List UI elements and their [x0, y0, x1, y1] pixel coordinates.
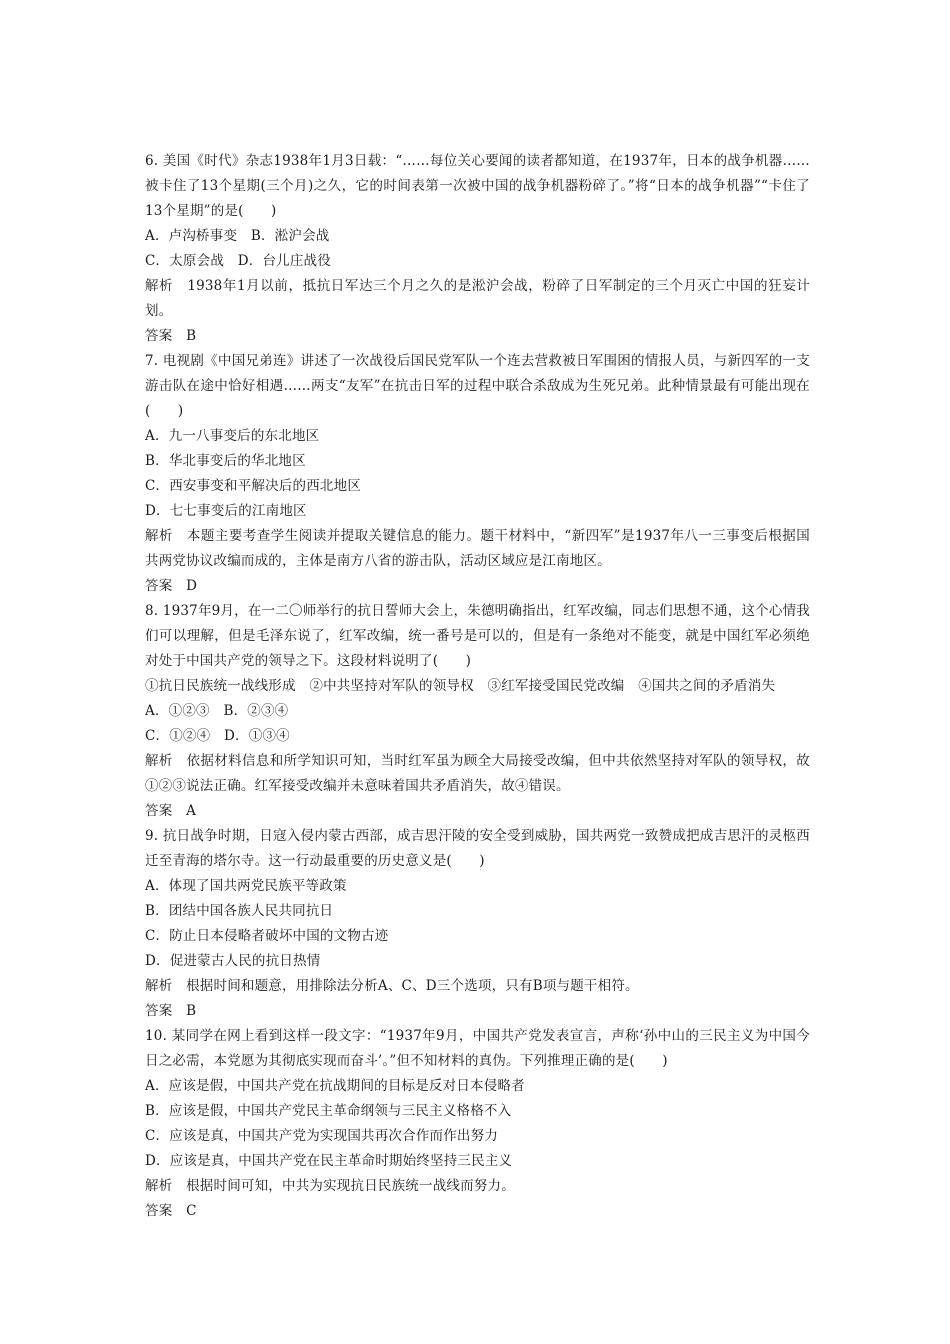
question-stem: 7. 电视剧《中国兄弟连》讲述了一次战役后国民党军队一个连去营救被日军围困的情报人员，与新四军的一支游击队在途中恰好相遇……两支“友军”在抗击日军的过程中联合杀敌成为生死兄弟。此种情景最有可能出现在( ) — [145, 353, 810, 419]
option-line: D．七七事变后的江南地区 — [145, 503, 307, 519]
option-line: B．华北事变后的华北地区 — [145, 453, 306, 469]
question-6 — [145, 149, 810, 349]
question-7 — [145, 349, 810, 599]
option-line: A．九一八事变后的东北地区 — [145, 428, 320, 444]
option-line: C．应该是真，中国共产党为实现国共再次合作而作出努力 — [145, 1128, 499, 1144]
option-line: A．应该是假，中国共产党在抗战期间的目标是反对日本侵略者 — [145, 1078, 525, 1094]
analysis: 解析 本题主要考查学生阅读并提取关键信息的能力。题干材料中，“新四军”是1937年八一三事变后根据国共两党协议改编而成的，主体是南方八省的游击队，活动区域应是江南地区。 — [145, 528, 810, 569]
question-stem: 6. 美国《时代》杂志1938年1月3日载：“……每位关心要闻的读者都知道，在1937年，日本的战争机器……被卡住了13个星期(三个月)之久，它的时间表第一次被中国的战争机器粉碎了。”将“日本的战争机器”“卡住了13个星期”的是( ) — [145, 153, 810, 219]
option-line: C．①②④ D．①③④ — [145, 728, 290, 744]
option-line: A．卢沟桥事变 B．淞沪会战 — [145, 228, 330, 244]
option-line: A．①②③ B．②③④ — [145, 703, 289, 719]
option-line: B．团结中国各族人民共同抗日 — [145, 903, 334, 919]
analysis: 解析 1938年1月以前，抵抗日军达三个月之久的是淞沪会战，粉碎了日军制定的三个月灭亡中国的狂妄计划。 — [145, 278, 810, 319]
option-line: B．应该是假，中国共产党民主革命纲领与三民主义格格不入 — [145, 1103, 512, 1119]
option-line: A．体现了国共两党民族平等政策 — [145, 878, 347, 894]
question-stem: 10. 某同学在网上看到这样一段文字：“1937年9月，中国共产党发表宣言，声称‘孙中山的三民主义为中国今日之必需，本党愿为其彻底实现而奋斗’。”但不知材料的真伪。下列推理正确的是( ) — [145, 1028, 810, 1069]
question-stem: 9. 抗日战争时期，日寇入侵内蒙古西部，成吉思汗陵的安全受到威胁，国共两党一致赞成把成吉思汗的灵柩西迁至青海的塔尔寺。这一行动最重要的历史意义是( ) — [145, 828, 810, 869]
question-10 — [145, 1024, 810, 1224]
option-line: C．防止日本侵略者破坏中国的文物古迹 — [145, 928, 389, 944]
answer: 答案 A — [145, 803, 197, 819]
statement-items: ①抗日民族统一战线形成 ②中共坚持对军队的领导权 ③红军接受国民党改编 ④国共之间的矛盾消失 — [145, 678, 776, 694]
document-page — [145, 149, 810, 1224]
analysis: 解析 根据时间可知，中共为实现抗日民族统一战线而努力。 — [145, 1178, 515, 1194]
answer: 答案 D — [145, 578, 198, 594]
question-9 — [145, 824, 810, 1024]
answer: 答案 C — [145, 1203, 197, 1219]
option-line: C．西安事变和平解决后的西北地区 — [145, 478, 362, 494]
question-stem: 8. 1937年9月，在一二〇师举行的抗日誓师大会上，朱德明确指出，红军改编，同志们思想不通，这个心情我们可以理解，但是毛泽东说了，红军改编，统一番号是可以的，但是有一条绝对不能变，就是中国红军必须绝对处于中国共产党的领导之下。这段材料说明了( ) — [145, 603, 810, 669]
option-line: C．太原会战 D．台儿庄战役 — [145, 253, 331, 269]
option-line: D．应该是真，中国共产党在民主革命时期始终坚持三民主义 — [145, 1153, 513, 1169]
analysis: 解析 依据材料信息和所学知识可知，当时红军虽为顾全大局接受改编，但中共依然坚持对军队的领导权，故①②③说法正确。红军接受改编并未意味着国共矛盾消失，故④错误。 — [145, 753, 810, 794]
question-8 — [145, 599, 810, 824]
analysis: 解析 根据时间和题意，用排除法分析A、C、D三个选项，只有B项与题干相符。 — [145, 978, 639, 994]
answer: 答案 B — [145, 328, 197, 344]
option-line: D．促进蒙古人民的抗日热情 — [145, 953, 321, 969]
answer: 答案 B — [145, 1003, 197, 1019]
